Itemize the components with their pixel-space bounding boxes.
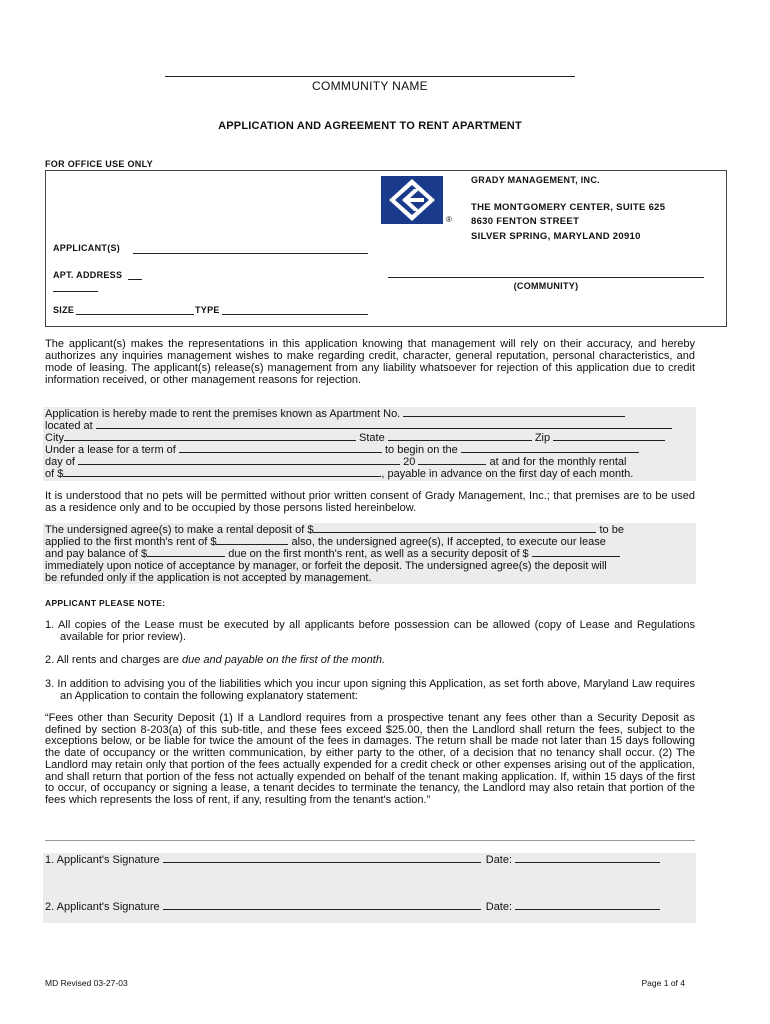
- applicant-note-label: APPLICANT PLEASE NOTE:: [45, 598, 166, 608]
- company-address-line3: SILVER SPRING, MARYLAND 20910: [471, 231, 641, 242]
- application-line-4: [45, 445, 695, 457]
- note-2-prefix: 2. All rents and charges are: [45, 654, 182, 666]
- type-label: TYPE: [195, 305, 220, 315]
- revision-note: MD Revised 03-27-03: [45, 978, 128, 988]
- page-title: APPLICATION AND AGREEMENT TO RENT APARTMENT: [218, 120, 522, 132]
- state-field[interactable]: [388, 440, 532, 441]
- apt-address-field-1[interactable]: [128, 279, 142, 280]
- company-name: GRADY MANAGEMENT, INC.: [471, 175, 600, 185]
- to-begin-label: to begin on the: [384, 444, 458, 456]
- lease-term-label: Under a lease for a term of: [45, 444, 176, 456]
- community-field[interactable]: [388, 277, 704, 278]
- first-month-rent-field[interactable]: [216, 544, 288, 545]
- monthly-rental-label: at and for the monthly rental: [489, 456, 627, 468]
- deposit-line-5: be refunded only if the application is not accepted by management.: [45, 572, 372, 584]
- note-1: 1. All copies of the Lease must be executed by all applicants before possession can be allowed (copy of Lease and Regulations available for prior review).: [45, 619, 695, 643]
- lease-term-field[interactable]: [179, 452, 382, 453]
- city-label: City: [45, 432, 64, 444]
- monthly-rent-field[interactable]: [63, 476, 381, 477]
- rental-deposit-label: The undersigned agree(s) to make a rental deposit of $: [45, 524, 314, 536]
- date-1-label: Date:: [485, 854, 513, 866]
- zip-label: Zip: [534, 432, 551, 444]
- year-20-label: 20: [403, 456, 416, 468]
- applicant-signature-2-label: 2. Applicant's Signature: [45, 901, 160, 913]
- date-1-field[interactable]: [515, 862, 660, 863]
- intro-paragraph: The applicant(s) makes the representations in this application knowing that management will rely on their accuracy, and hereby authorizes any inquiries management wishes to make regarding credit, character, general reputation, personal characteristics, and mode of leasing. The applicant(s) release(s) management from any liability whatsoever for rejection of this application due to credit information received, or other management reasons for rejection.: [45, 338, 695, 386]
- security-deposit-label: due on the first month's rent, as well as a security deposit of $: [228, 548, 529, 560]
- date-2-label: Date:: [485, 901, 513, 913]
- size-field[interactable]: [76, 314, 194, 315]
- deposit-line-2: [45, 537, 695, 549]
- signature-divider: [45, 840, 695, 841]
- day-of-label: day of: [45, 456, 75, 468]
- type-field[interactable]: [222, 314, 368, 315]
- apartment-no-field[interactable]: [403, 416, 625, 417]
- deposit-line-4: immediately upon notice of acceptance by manager, or forfeit the deposit. The undersigned agree(s) the deposit will: [45, 560, 607, 572]
- city-field[interactable]: [64, 440, 356, 441]
- date-2-field[interactable]: [515, 909, 660, 910]
- grady-logo: [380, 175, 444, 225]
- deposit-line-3: [45, 549, 695, 561]
- signature-row-1: [45, 854, 660, 866]
- signature-row-2: [45, 901, 660, 913]
- pets-paragraph: It is understood that no pets will be permitted without prior written consent of Grady Management, Inc.; that premises are to be used as a residence only and to be occupied by those persons listed hereinbelow.: [45, 490, 695, 514]
- rental-deposit-field[interactable]: [313, 532, 596, 533]
- applicants-label: APPLICANT(S): [53, 243, 121, 253]
- state-label: State: [359, 432, 385, 444]
- zip-field[interactable]: [553, 440, 665, 441]
- located-at-field[interactable]: [96, 428, 672, 429]
- of-dollar-label: of $: [45, 468, 64, 480]
- application-line-6: [45, 469, 695, 481]
- registered-mark: ®: [446, 215, 452, 224]
- company-address-line2: 8630 FENTON STREET: [471, 216, 580, 227]
- apt-address-label: APT. ADDRESS: [53, 270, 123, 280]
- year-field[interactable]: [418, 464, 486, 465]
- to-be-label: to be: [599, 524, 624, 536]
- applicants-field[interactable]: [133, 253, 368, 254]
- note-3: 3. In addition to advising you of the liabilities which you incur upon signing this Application, as set forth above, Maryland Law requires an Application to contain the following explanatory statement:: [45, 678, 695, 702]
- application-line-3: [45, 433, 695, 445]
- community-name-line: [165, 76, 575, 77]
- balance-field[interactable]: [147, 556, 225, 557]
- apt-address-field-2[interactable]: [53, 291, 98, 292]
- applicant-signature-1-label: 1. Applicant's Signature: [45, 854, 160, 866]
- deposit-line-1: [45, 525, 695, 537]
- apartment-no-label: Application is hereby made to rent the premises known as Apartment No.: [45, 408, 401, 420]
- community-name: COMMUNITY NAME: [312, 79, 428, 93]
- applicant-signature-1-field[interactable]: [163, 862, 481, 863]
- execute-lease-text: also, the undersigned agree(s), If accepted, to execute our lease: [291, 536, 606, 548]
- size-label: SIZE: [53, 305, 75, 315]
- maryland-law-statement: “Fees other than Security Deposit (1) If a Landlord requires from a prospective tenant any fees other than a Security Deposit as defined by section 8-203(a) of this sub-title, and these fees exceed $25.00, then the Landlord shall return the fees, subject to the exceptions below, or be liable for twice the amount of the fees in damages. The return shall be made not later than 15 days following the date of occupancy or the written communication, by either party to the other, of a decision that no tenancy shall occur. (2) The Landlord may retain only that portion of the fees actually expended for a credit check or other expenses arising out of the application, and shall return that portion of the fess not actually expended on behalf of the tenant making application. If, within 15 days of the first to occur, of occupancy or signing a lease, a tenant decides to terminate the tenancy, the Landlord may also retain that portion of the fees which represents the loss of rent, if any, resulting from the tenant's action.”: [45, 712, 695, 806]
- security-deposit-field[interactable]: [532, 556, 620, 557]
- page-number: Page 1 of 4: [641, 978, 685, 988]
- begin-date-field[interactable]: [461, 452, 639, 453]
- month-field[interactable]: [78, 464, 400, 465]
- applicant-signature-2-field[interactable]: [163, 909, 481, 910]
- application-line-5: [45, 457, 695, 469]
- note-2-italic: due and payable on the first of the month.: [181, 654, 385, 666]
- first-month-rent-label: applied to the first month's rent of $: [45, 536, 217, 548]
- application-line-2: [45, 421, 695, 433]
- note-2: [45, 654, 695, 666]
- application-line-1: [45, 409, 695, 421]
- community-label: (COMMUNITY): [513, 281, 579, 291]
- located-at-label: located at: [45, 420, 93, 432]
- office-use-label: FOR OFFICE USE ONLY: [45, 159, 153, 169]
- company-address-line1: THE MONTGOMERY CENTER, SUITE 625: [471, 202, 666, 213]
- payable-label: , payable in advance on the first day of each month.: [381, 468, 634, 480]
- balance-label: and pay balance of $: [45, 548, 148, 560]
